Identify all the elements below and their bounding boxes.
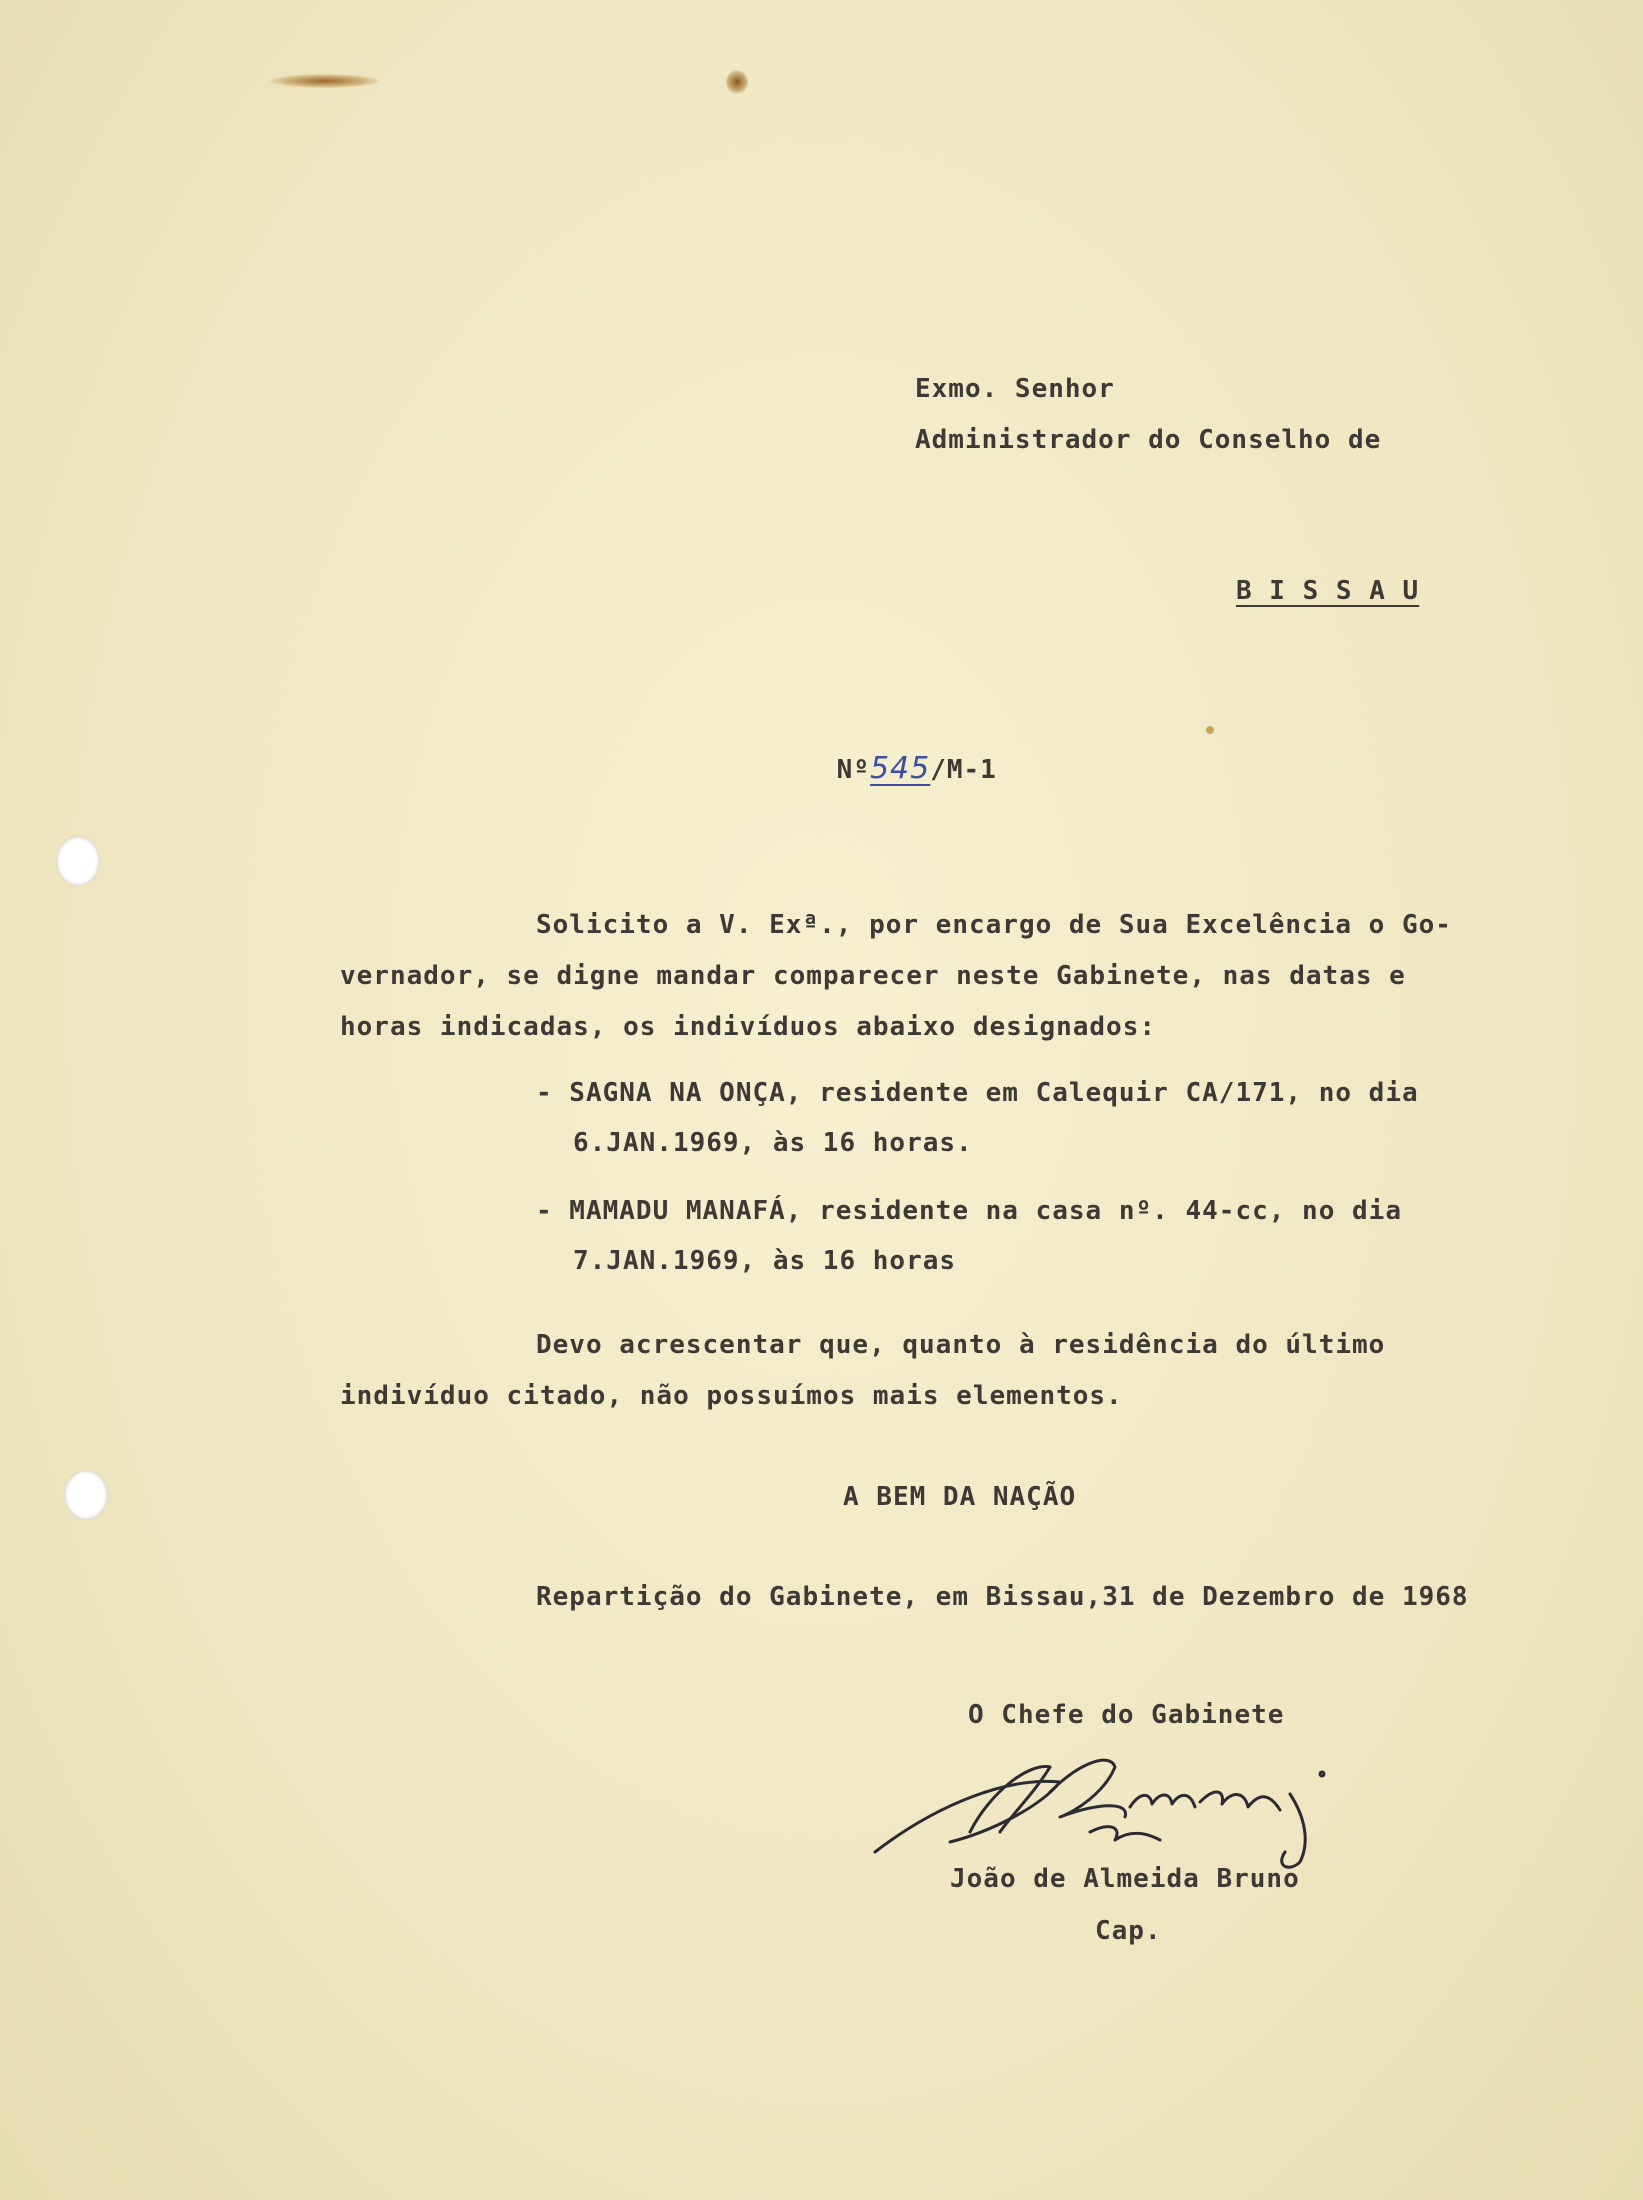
note-line-1: Devo acrescentar que, quanto à residência do último [536,1330,1386,1360]
list-item-1-line-1: - SAGNA NA ONÇA, residente em Calequir CA/171, no dia [536,1078,1419,1108]
handwritten-number: 545 [869,751,931,786]
salutation: Exmo. Senhor [915,374,1115,404]
note-line-2: indivíduo citado, não possuímos mais elementos. [340,1381,1123,1411]
ink-dot [1206,726,1214,734]
reference-prefix: Nº [836,755,870,785]
signatory-rank: Cap. [1095,1916,1162,1946]
reference-suffix: /M-1 [930,755,997,785]
motto: A BEM DA NAÇÃO [843,1482,1077,1512]
reference-number [770,724,997,815]
signatory-title: O Chefe do Gabinete [968,1700,1285,1730]
place-and-date: Repartição do Gabinete, em Bissau,31 de Dezembro de 1968 [536,1582,1469,1612]
intro-line-2: vernador, se digne mandar comparecer neste Gabinete, nas datas e [340,961,1406,991]
rust-stain-right [726,70,748,94]
intro-line-3: horas indicadas, os indivíduos abaixo designados: [340,1012,1157,1042]
list-item-2-line-2: 7.JAN.1969, às 16 horas [573,1246,957,1276]
list-item-1-line-2: 6.JAN.1969, às 16 horas. [573,1128,973,1158]
rust-stain-left [270,74,380,88]
recipient-line: Administrador do Conselho de [915,425,1382,455]
intro-line-1: Solicito a V. Exª., por encargo de Sua Excelência o Go- [536,910,1452,940]
signature [860,1722,1420,1882]
punch-hole-top [56,836,100,886]
list-item-2-line-1: - MAMADU MANAFÁ, residente na casa nº. 44-cc, no dia [536,1196,1402,1226]
signatory-name: João de Almeida Bruno [950,1864,1300,1894]
city-heading: B I S S A U [1236,576,1420,606]
punch-hole-bottom [64,1470,108,1520]
